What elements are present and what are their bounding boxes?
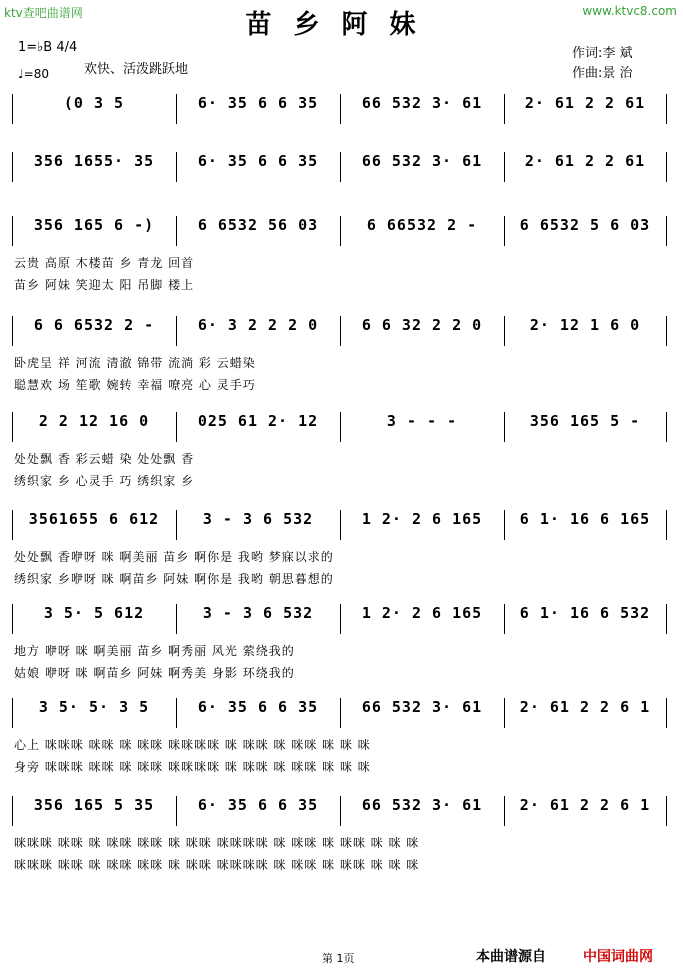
notation-line xyxy=(14,150,670,178)
song-title: 苗乡阿妹 xyxy=(245,10,438,40)
barline xyxy=(340,412,341,442)
measure: 66 532 3· 61 xyxy=(361,796,483,814)
barline xyxy=(176,510,177,540)
lyric-line-1: 咪咪咪 咪咪 咪 咪咪 咪咪 咪 咪咪 咪咪咪咪 咪 咪咪 咪 咪咪 咪 咪 咪 xyxy=(14,836,420,850)
barline xyxy=(504,152,505,182)
measure: (0 3 5 xyxy=(63,94,125,112)
lyric-line-1: 处处飘 香 彩云蜡 染 处处飘 香 xyxy=(14,452,195,466)
barline xyxy=(504,698,505,728)
measure: 3 - - - xyxy=(386,412,458,430)
lyric-line-1: 处处飘 香咿呀 咪 啊美丽 苗乡 啊你是 我哟 梦寐以求的 xyxy=(14,550,334,564)
notation-line xyxy=(14,314,670,342)
barline xyxy=(504,216,505,246)
page-number: 第 1页 xyxy=(322,952,355,965)
barline xyxy=(340,94,341,124)
barline xyxy=(340,698,341,728)
measure: 2· 61 2 2 61 xyxy=(524,152,646,170)
expression-marking: 欢快、活泼跳跃地 xyxy=(84,62,189,77)
lyric-line-1: 云贵 高原 木楼苗 乡 青龙 回首 xyxy=(14,256,195,270)
barline xyxy=(504,510,505,540)
key-signature: 1=♭B 4/4 xyxy=(18,40,78,55)
measure: 66 532 3· 61 xyxy=(361,698,483,716)
lyric-line-2: 姑娘 咿呀 咪 啊苗乡 阿妹 啊秀美 身影 环绕我的 xyxy=(14,666,295,680)
barline xyxy=(176,796,177,826)
measure: 2· 61 2 2 6 1 xyxy=(519,796,651,814)
barline xyxy=(504,94,505,124)
composer-credit: 作曲:景 治 xyxy=(572,66,633,81)
barline xyxy=(12,796,13,826)
measure: 2 2 12 16 0 xyxy=(38,412,150,430)
barline xyxy=(340,510,341,540)
measure: 6 1· 16 6 532 xyxy=(519,604,651,622)
barline xyxy=(176,604,177,634)
barline xyxy=(176,412,177,442)
lyric-line-1: 地方 咿呀 咪 啊美丽 苗乡 啊秀丽 风光 萦绕我的 xyxy=(14,644,295,658)
barline xyxy=(504,796,505,826)
measure: 1 2· 2 6 165 xyxy=(361,510,483,528)
measure: 025 61 2· 12 xyxy=(197,412,319,430)
notation-line xyxy=(14,92,670,120)
notation-line xyxy=(14,214,670,242)
barline xyxy=(12,698,13,728)
barline xyxy=(176,216,177,246)
measure: 2· 12 1 6 0 xyxy=(529,316,641,334)
barline xyxy=(504,412,505,442)
lyric-line-2: 聪慧欢 场 笙歌 婉转 幸福 嘹亮 心 灵手巧 xyxy=(14,378,256,392)
notation-line xyxy=(14,410,670,438)
barline xyxy=(666,796,667,826)
barline xyxy=(340,216,341,246)
notation-line xyxy=(14,794,670,822)
watermark-right: www.ktvc8.com xyxy=(582,4,677,18)
barline xyxy=(12,316,13,346)
lyric-line-2: 咪咪咪 咪咪 咪 咪咪 咪咪 咪 咪咪 咪咪咪咪 咪 咪咪 咪 咪咪 咪 咪 咪 xyxy=(14,858,420,872)
notation-line xyxy=(14,508,670,536)
measure: 6· 35 6 6 35 xyxy=(197,94,319,112)
lyricist-credit: 作词:李 斌 xyxy=(572,46,633,61)
barline xyxy=(666,698,667,728)
lyric-line-1: 心上 咪咪咪 咪咪 咪 咪咪 咪咪咪咪 咪 咪咪 咪 咪咪 咪 咪 咪 xyxy=(14,738,371,752)
barline xyxy=(504,316,505,346)
tempo-marking: ♩=80 xyxy=(18,67,49,81)
measure: 6 6532 56 03 xyxy=(197,216,319,234)
measure: 3 - 3 6 532 xyxy=(202,604,314,622)
measure: 6 1· 16 6 165 xyxy=(519,510,651,528)
measure: 356 1655· 35 xyxy=(33,152,155,170)
measure: 6 66532 2 - xyxy=(366,216,478,234)
lyric-line-2: 绣织家 乡咿呀 咪 啊苗乡 阿妹 啊你是 我哟 朝思暮想的 xyxy=(14,572,334,586)
measure: 66 532 3· 61 xyxy=(361,94,483,112)
measure: 3 - 3 6 532 xyxy=(202,510,314,528)
barline xyxy=(340,316,341,346)
lyric-line-1: 卧虎呈 祥 河流 清澈 锦带 流淌 彩 云蜡染 xyxy=(14,356,256,370)
lyric-line-2: 绣织家 乡 心灵手 巧 绣织家 乡 xyxy=(14,474,195,488)
measure: 6 6 32 2 2 0 xyxy=(361,316,483,334)
barline xyxy=(340,152,341,182)
source-brand: 中国词曲网 xyxy=(583,949,653,965)
measure: 356 165 5 35 xyxy=(33,796,155,814)
barline xyxy=(12,94,13,124)
measure: 6 6 6532 2 - xyxy=(33,316,155,334)
measure: 6· 35 6 6 35 xyxy=(197,152,319,170)
measure: 356 165 5 - xyxy=(529,412,641,430)
measure: 3561655 6 612 xyxy=(28,510,160,528)
barline xyxy=(666,94,667,124)
barline xyxy=(176,152,177,182)
measure: 6· 3 2 2 2 0 xyxy=(197,316,319,334)
measure: 3 5· 5· 3 5 xyxy=(38,698,150,716)
barline xyxy=(340,604,341,634)
measure: 66 532 3· 61 xyxy=(361,152,483,170)
watermark-left: ktv查吧曲谱网 xyxy=(4,6,83,20)
barline xyxy=(12,510,13,540)
barline xyxy=(12,152,13,182)
barline xyxy=(666,216,667,246)
source-label: 本曲谱源自 xyxy=(476,949,546,965)
measure: 3 5· 5 612 xyxy=(43,604,145,622)
measure: 356 165 6 -) xyxy=(33,216,155,234)
notation-line xyxy=(14,696,670,724)
barline xyxy=(666,412,667,442)
measure: 6 6532 5 6 03 xyxy=(519,216,651,234)
barline xyxy=(666,316,667,346)
barline xyxy=(12,216,13,246)
measure: 2· 61 2 2 6 1 xyxy=(519,698,651,716)
measure: 6· 35 6 6 35 xyxy=(197,698,319,716)
barline xyxy=(666,510,667,540)
barline xyxy=(666,152,667,182)
lyric-line-2: 身旁 咪咪咪 咪咪 咪 咪咪 咪咪咪咪 咪 咪咪 咪 咪咪 咪 咪 咪 xyxy=(14,760,371,774)
measure: 6· 35 6 6 35 xyxy=(197,796,319,814)
notation-line xyxy=(14,602,670,630)
barline xyxy=(12,412,13,442)
measure: 1 2· 2 6 165 xyxy=(361,604,483,622)
measure: 2· 61 2 2 61 xyxy=(524,94,646,112)
barline xyxy=(666,604,667,634)
barline xyxy=(340,796,341,826)
barline xyxy=(176,94,177,124)
barline xyxy=(12,604,13,634)
lyric-line-2: 苗乡 阿妹 笑迎太 阳 吊脚 楼上 xyxy=(14,278,195,292)
barline xyxy=(176,698,177,728)
barline xyxy=(504,604,505,634)
barline xyxy=(176,316,177,346)
